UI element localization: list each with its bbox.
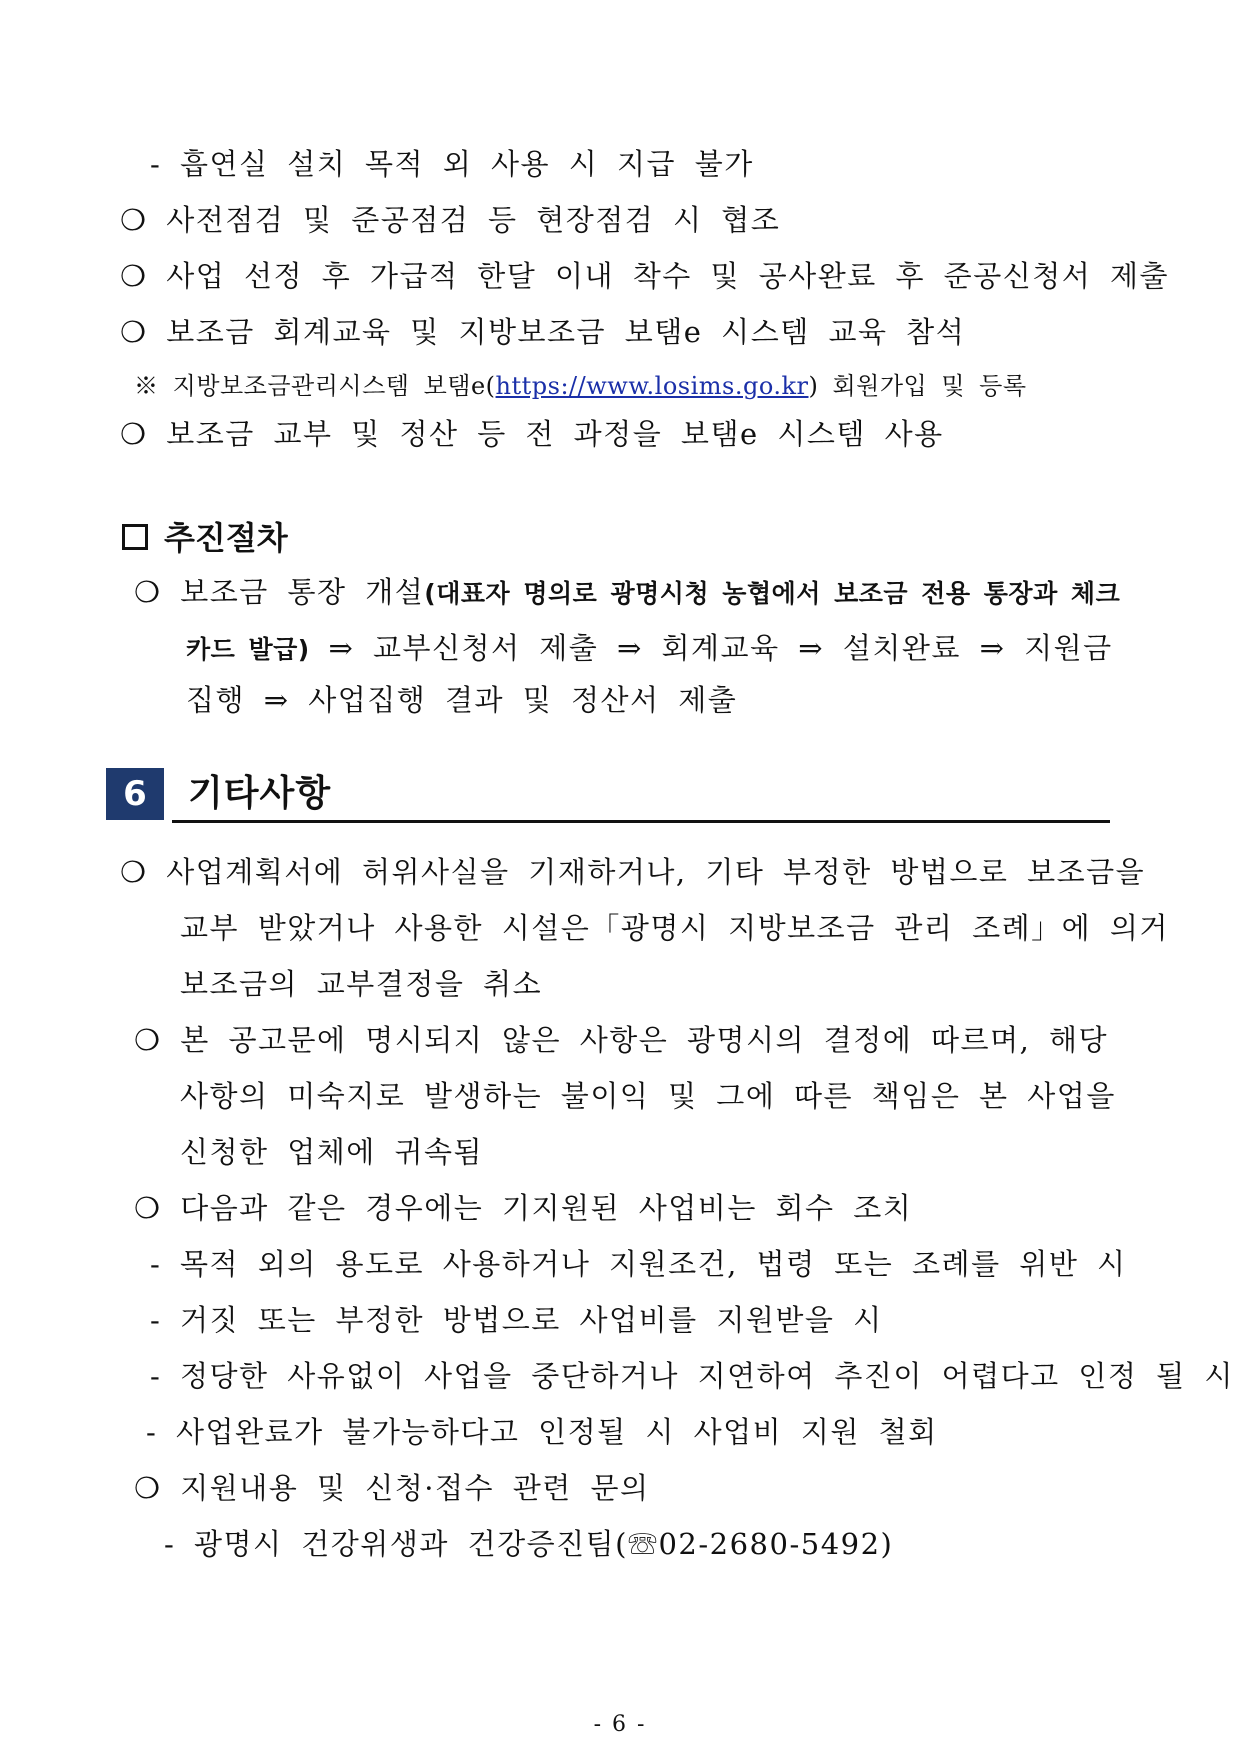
losims-link[interactable]: https://www.losims.go.kr [495,372,809,400]
section-underline [172,820,1110,823]
misc-p1-line-1: ❍ 사업계획서에 허위사실을 기재하거나, 기타 부정한 방법으로 보조금을 [120,855,1146,889]
procedure-line-1-bold: (대표자 명의로 광명시청 농협에서 보조금 전용 통장과 체크 [424,579,1121,608]
site-inspection-item: ❍ 사전점검 및 준공점검 등 현장점검 시 협조 [120,203,781,237]
misc-p2-line-1: ❍ 본 공고문에 명시되지 않은 사항은 광명시의 결정에 따르며, 해당 [134,1023,1109,1057]
misc-p2-line-2: 사항의 미숙지로 발생하는 불이익 및 그에 따른 책임은 본 사업을 [180,1079,1116,1113]
registration-note-prefix: ※ 지방보조금관리시스템 보탬e( [134,372,496,400]
section-title: 기타사항 [188,773,332,814]
section-number-badge: 6 [106,768,164,820]
misc-p3-line-1: ❍ 다음과 같은 경우에는 기지원된 사업비는 회수 조치 [134,1191,913,1225]
misc-p1-line-3: 보조금의 교부결정을 취소 [180,967,543,1001]
misc-p2-line-3: 신청한 업체에 귀속됨 [180,1135,484,1169]
procedure-line-2-bold: 카드 발급) [186,635,310,664]
education-item: ❍ 보조금 회계교육 및 지방보조금 보탬e 시스템 교육 참석 [120,315,966,349]
misc-p1-line-2: 교부 받았거나 사용한 시설은「광명시 지방보조금 관리 조례」에 의거 [180,911,1169,945]
misc-p3-dash-1: - 목적 외의 용도로 사용하거나 지원조건, 법령 또는 조례를 위반 시 [150,1247,1127,1281]
registration-note-suffix: ) 회원가입 및 등록 [808,372,1027,400]
start-completion-item: ❍ 사업 선정 후 가급적 한달 이내 착수 및 공사완료 후 준공신청서 제출 [120,259,1169,293]
procedure-line-1-text: ❍ 보조금 통장 개설 [134,575,425,609]
procedure-line-3: 집행 ⇒ 사업집행 결과 및 정산서 제출 [186,683,738,717]
square-bullet-icon [122,524,148,550]
procedure-line-2 [186,628,1113,670]
misc-p3-dash-2: - 거짓 또는 부정한 방법으로 사업비를 지원받을 시 [150,1303,883,1337]
procedure-heading [122,518,288,558]
system-use-item: ❍ 보조금 교부 및 정산 등 전 과정을 보탬e 시스템 사용 [120,417,944,451]
page-number: - 6 - [593,1712,647,1737]
misc-p3-dash-4: - 사업완료가 불가능하다고 인정될 시 사업비 지원 철회 [146,1415,938,1449]
misc-p4-line-1: ❍ 지원내용 및 신청·접수 관련 문의 [134,1471,650,1505]
contact-line: - 광명시 건강위생과 건강증진팀(☏02-2680-5492) [164,1527,894,1561]
registration-note [134,366,1027,406]
procedure-line-1 [134,572,1120,614]
misc-p3-dash-3: - 정당한 사유없이 사업을 중단하거나 지연하여 추진이 어렵다고 인정 될 시 [150,1359,1234,1393]
no-other-use-note: - 흡연실 설치 목적 외 사용 시 지급 불가 [150,147,754,181]
procedure-heading-text: 추진절차 [164,519,288,557]
procedure-line-2-text: ⇒ 교부신청서 제출 ⇒ 회계교육 ⇒ 설치완료 ⇒ 지원금 [309,631,1113,665]
